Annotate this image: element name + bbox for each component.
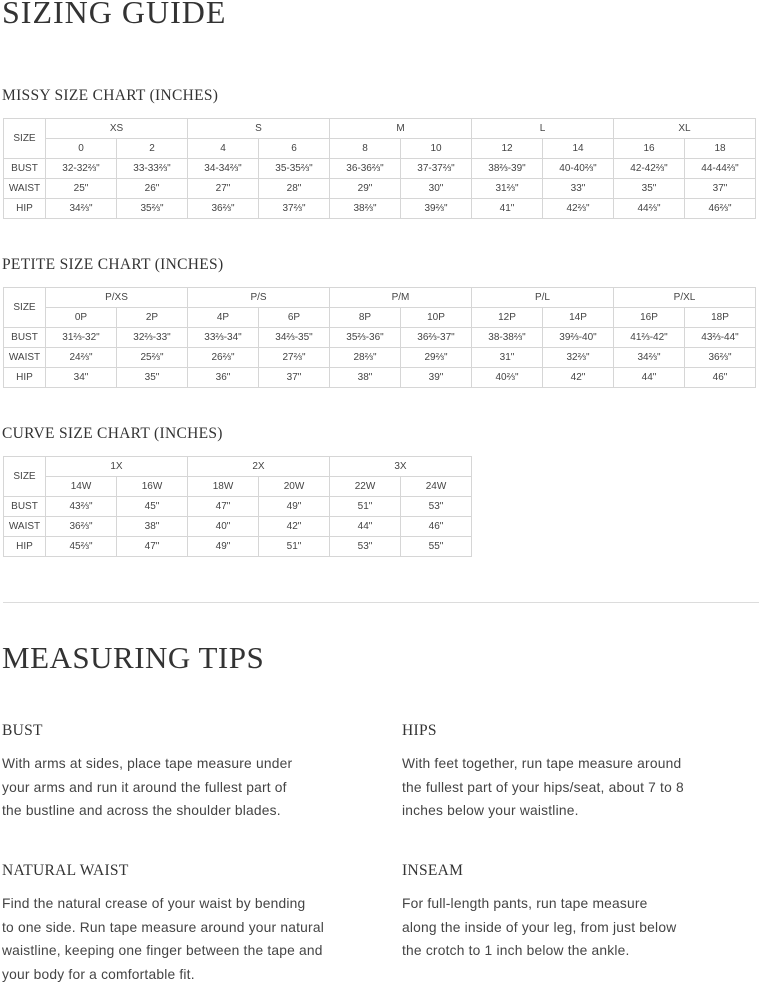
table-cell: 36⅔" bbox=[685, 348, 756, 368]
table-cell: 44-44⅔" bbox=[685, 159, 756, 179]
table-cell: 42" bbox=[259, 517, 330, 537]
tip-line: Find the natural crease of your waist by bending bbox=[2, 896, 306, 911]
petite-size-table bbox=[3, 287, 756, 388]
tip-line: to one side. Run tape measure around your natural bbox=[2, 919, 324, 935]
size-group-header: P/L bbox=[472, 288, 614, 308]
table-row bbox=[4, 328, 756, 348]
table-cell: 36" bbox=[188, 368, 259, 388]
size-number-header: 0P bbox=[46, 308, 117, 328]
table-row bbox=[4, 368, 756, 388]
table-cell: 41" bbox=[472, 199, 543, 219]
table-cell: 33" bbox=[543, 179, 614, 199]
table-cell: 42-42⅔" bbox=[614, 159, 685, 179]
table-cell: 53" bbox=[401, 497, 472, 517]
table-cell: 53" bbox=[330, 537, 401, 557]
size-number-header: 16W bbox=[117, 477, 188, 497]
size-group-header: S bbox=[188, 119, 330, 139]
table-cell: 31⅔-32" bbox=[46, 328, 117, 348]
table-cell: 30" bbox=[401, 179, 472, 199]
table-cell: 34⅔" bbox=[614, 348, 685, 368]
table-cell: 34⅔-35" bbox=[259, 328, 330, 348]
table-cell: 31⅔" bbox=[472, 179, 543, 199]
size-header: SIZE bbox=[4, 457, 46, 497]
tip-heading: HIPS bbox=[402, 722, 437, 739]
table-cell: 35" bbox=[117, 368, 188, 388]
size-number-header: 0 bbox=[46, 139, 117, 159]
size-header: SIZE bbox=[4, 119, 46, 159]
table-cell: 49" bbox=[259, 497, 330, 517]
size-number-header: 14P bbox=[543, 308, 614, 328]
table-cell: 51" bbox=[330, 497, 401, 517]
table-cell: 40-40⅔" bbox=[543, 159, 614, 179]
size-number-header: 8 bbox=[330, 139, 401, 159]
table-cell: 35⅔-36" bbox=[330, 328, 401, 348]
table-cell: 44⅔" bbox=[614, 199, 685, 219]
table-cell: 35" bbox=[614, 179, 685, 199]
row-label: BUST bbox=[4, 497, 46, 517]
table-cell: 38-38⅔" bbox=[472, 328, 543, 348]
size-number-header: 10 bbox=[401, 139, 472, 159]
table-cell: 36⅔" bbox=[188, 199, 259, 219]
size-number-row bbox=[4, 477, 472, 497]
size-number-header: 6P bbox=[259, 308, 330, 328]
table-row bbox=[4, 348, 756, 368]
tip-line: With feet together, run tape measure around bbox=[402, 756, 682, 771]
table-cell: 34-34⅔" bbox=[188, 159, 259, 179]
table-cell: 51" bbox=[259, 537, 330, 557]
row-label: WAIST bbox=[4, 179, 46, 199]
measuring-tips-title: MEASURING TIPS bbox=[2, 640, 265, 675]
table-cell: 38⅔" bbox=[330, 199, 401, 219]
table-cell: 38" bbox=[330, 368, 401, 388]
size-number-header: 18P bbox=[685, 308, 756, 328]
size-group-header: 1X bbox=[46, 457, 188, 477]
size-number-header: 20W bbox=[259, 477, 330, 497]
table-cell: 46" bbox=[401, 517, 472, 537]
table-cell: 42" bbox=[543, 368, 614, 388]
table-cell: 27⅔" bbox=[259, 348, 330, 368]
table-cell: 44" bbox=[614, 368, 685, 388]
row-label: HIP bbox=[4, 199, 46, 219]
table-row bbox=[4, 199, 756, 219]
table-cell: 55" bbox=[401, 537, 472, 557]
table-row bbox=[4, 517, 472, 537]
table-row bbox=[4, 537, 472, 557]
table-cell: 24⅔" bbox=[46, 348, 117, 368]
table-cell: 29⅔" bbox=[401, 348, 472, 368]
missy-chart-title: MISSY SIZE CHART (INCHES) bbox=[2, 87, 219, 104]
size-number-header: 2 bbox=[117, 139, 188, 159]
tip-bust bbox=[2, 722, 292, 823]
table-cell: 45⅔" bbox=[46, 537, 117, 557]
table-cell: 32⅔-33" bbox=[117, 328, 188, 348]
size-number-row bbox=[4, 139, 756, 159]
size-number-header: 12 bbox=[472, 139, 543, 159]
tip-body bbox=[2, 892, 324, 986]
size-number-header: 18W bbox=[188, 477, 259, 497]
row-label: HIP bbox=[4, 537, 46, 557]
tip-line: the fullest part of your hips/seat, about 7 to 8 bbox=[402, 779, 684, 795]
tip-line: waistline, keeping one finger between the tape and bbox=[2, 943, 323, 958]
size-number-header: 2P bbox=[117, 308, 188, 328]
size-group-header: 2X bbox=[188, 457, 330, 477]
size-header: SIZE bbox=[4, 288, 46, 328]
size-group-row bbox=[4, 288, 756, 308]
tip-line: With arms at sides, place tape measure under bbox=[2, 756, 293, 771]
size-number-header: 4 bbox=[188, 139, 259, 159]
table-row bbox=[4, 159, 756, 179]
table-cell: 29" bbox=[330, 179, 401, 199]
size-group-row bbox=[4, 457, 472, 477]
table-cell: 32-32⅔" bbox=[46, 159, 117, 179]
size-group-header: L bbox=[472, 119, 614, 139]
table-cell: 49" bbox=[188, 537, 259, 557]
size-group-header: P/XS bbox=[46, 288, 188, 308]
size-number-header: 10P bbox=[401, 308, 472, 328]
size-group-header: XS bbox=[46, 119, 188, 139]
table-row bbox=[4, 179, 756, 199]
curve-chart-title: CURVE SIZE CHART (INCHES) bbox=[2, 425, 223, 442]
tip-heading: NATURAL WAIST bbox=[2, 862, 129, 879]
tip-body bbox=[2, 752, 292, 823]
table-cell: 27" bbox=[188, 179, 259, 199]
table-cell: 46" bbox=[685, 368, 756, 388]
table-cell: 45" bbox=[117, 497, 188, 517]
table-cell: 25" bbox=[46, 179, 117, 199]
table-cell: 34⅔" bbox=[46, 199, 117, 219]
table-cell: 43⅔-44" bbox=[685, 328, 756, 348]
table-cell: 26" bbox=[117, 179, 188, 199]
tip-line: inches below your waistline. bbox=[402, 803, 579, 818]
table-cell: 28" bbox=[259, 179, 330, 199]
size-number-header: 8P bbox=[330, 308, 401, 328]
tip-line: your arms and run it around the fullest part of bbox=[2, 779, 287, 795]
table-cell: 38⅔-39" bbox=[472, 159, 543, 179]
table-cell: 38" bbox=[117, 517, 188, 537]
size-number-header: 4P bbox=[188, 308, 259, 328]
row-label: BUST bbox=[4, 328, 46, 348]
size-number-header: 6 bbox=[259, 139, 330, 159]
tip-line: your body for a comfortable fit. bbox=[2, 966, 195, 982]
table-cell: 43⅔" bbox=[46, 497, 117, 517]
tip-inseam bbox=[402, 862, 676, 963]
size-group-row bbox=[4, 119, 756, 139]
tip-hips bbox=[402, 722, 684, 823]
size-group-header: XL bbox=[614, 119, 756, 139]
size-number-header: 16 bbox=[614, 139, 685, 159]
size-number-header: 18 bbox=[685, 139, 756, 159]
table-cell: 34" bbox=[46, 368, 117, 388]
size-number-header: 24W bbox=[401, 477, 472, 497]
row-label: WAIST bbox=[4, 348, 46, 368]
tip-body bbox=[402, 752, 684, 823]
table-cell: 37" bbox=[259, 368, 330, 388]
table-cell: 35-35⅔" bbox=[259, 159, 330, 179]
table-cell: 39⅔" bbox=[401, 199, 472, 219]
size-number-header: 22W bbox=[330, 477, 401, 497]
table-cell: 36⅔" bbox=[46, 517, 117, 537]
size-group-header: M bbox=[330, 119, 472, 139]
tip-body bbox=[402, 892, 676, 963]
table-row bbox=[4, 497, 472, 517]
row-label: BUST bbox=[4, 159, 46, 179]
table-cell: 40" bbox=[188, 517, 259, 537]
tip-line: along the inside of your leg, from just below bbox=[402, 919, 677, 935]
table-cell: 36⅔-37" bbox=[401, 328, 472, 348]
tip-line: For full-length pants, run tape measure bbox=[402, 896, 648, 911]
petite-chart-title: PETITE SIZE CHART (INCHES) bbox=[2, 256, 224, 273]
size-group-header: P/M bbox=[330, 288, 472, 308]
size-number-header: 14 bbox=[543, 139, 614, 159]
tip-line: the bustline and across the shoulder blades. bbox=[2, 803, 281, 818]
size-number-row bbox=[4, 308, 756, 328]
section-divider bbox=[3, 602, 759, 603]
table-cell: 39" bbox=[401, 368, 472, 388]
size-group-header: P/XL bbox=[614, 288, 756, 308]
table-cell: 26⅔" bbox=[188, 348, 259, 368]
tip-heading: INSEAM bbox=[402, 862, 464, 879]
table-cell: 32⅔" bbox=[543, 348, 614, 368]
table-cell: 25⅔" bbox=[117, 348, 188, 368]
table-cell: 40⅔" bbox=[472, 368, 543, 388]
table-cell: 31" bbox=[472, 348, 543, 368]
tip-natural-waist bbox=[2, 862, 324, 986]
page-title: SIZING GUIDE bbox=[2, 0, 227, 30]
table-cell: 33⅔-34" bbox=[188, 328, 259, 348]
table-cell: 39⅔-40" bbox=[543, 328, 614, 348]
table-cell: 37⅔" bbox=[259, 199, 330, 219]
tip-heading: BUST bbox=[2, 722, 43, 739]
table-cell: 41⅔-42" bbox=[614, 328, 685, 348]
table-cell: 35⅔" bbox=[117, 199, 188, 219]
table-cell: 47" bbox=[188, 497, 259, 517]
table-cell: 46⅔" bbox=[685, 199, 756, 219]
size-number-header: 12P bbox=[472, 308, 543, 328]
table-cell: 33-33⅔" bbox=[117, 159, 188, 179]
size-number-header: 16P bbox=[614, 308, 685, 328]
table-cell: 37" bbox=[685, 179, 756, 199]
row-label: WAIST bbox=[4, 517, 46, 537]
table-cell: 44" bbox=[330, 517, 401, 537]
row-label: HIP bbox=[4, 368, 46, 388]
size-number-header: 14W bbox=[46, 477, 117, 497]
size-group-header: P/S bbox=[188, 288, 330, 308]
missy-size-table bbox=[3, 118, 756, 219]
curve-size-table bbox=[3, 456, 472, 557]
tip-line: the crotch to 1 inch below the ankle. bbox=[402, 943, 630, 958]
table-cell: 47" bbox=[117, 537, 188, 557]
table-cell: 42⅔" bbox=[543, 199, 614, 219]
size-group-header: 3X bbox=[330, 457, 472, 477]
table-cell: 36-36⅔" bbox=[330, 159, 401, 179]
table-cell: 28⅔" bbox=[330, 348, 401, 368]
table-cell: 37-37⅔" bbox=[401, 159, 472, 179]
